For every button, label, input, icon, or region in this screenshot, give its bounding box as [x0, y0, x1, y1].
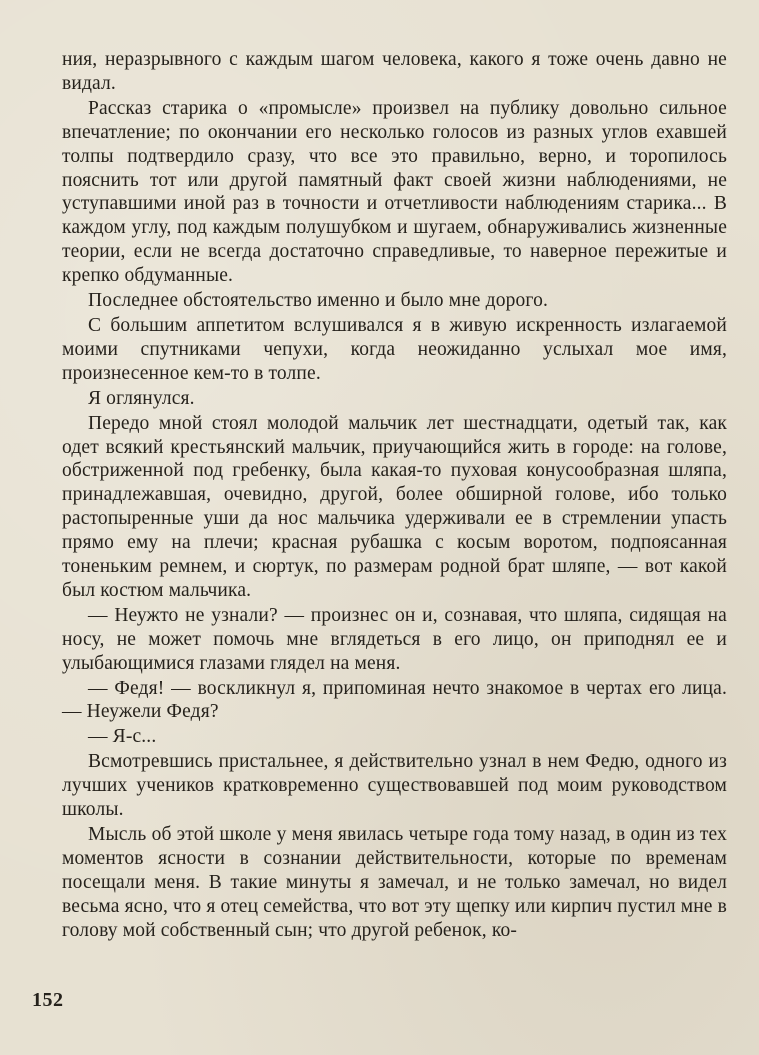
paragraph-8: — Федя! — воскликнул я, припоминая нечто знакомое в чертах его лица. — Неужели Федя?: [62, 677, 727, 723]
paragraph-5: Я оглянулся.: [88, 387, 195, 409]
paragraph-2: Рассказ старика о «промысле» произвел на публику довольно сильное впечатление; по окончании его несколько голосов из разных углов ехавшей толпы подтвердило сразу, что все это правильно, верно, и торопилось пояснить тот или другой памятный факт своей жизни наблюдениями, не уступавшими иной раз в точности и отчетливости наблюдениям старика... В каждом углу, под каждым полушубком и шугаем, обнаруживались жизненные теории, если не всегда достаточно справедливые, то наверное пережитые и крепко обдуманные.: [62, 97, 727, 287]
paragraph-10: Всмотревшись пристальнее, я действительно узнал в нем Федю, одного из лучших учеников кратковременно существовавшей под моим руководством школы.: [62, 751, 727, 821]
page-number: 152: [32, 989, 64, 1011]
paragraph-4: С большим аппетитом вслушивался я в живую искренность излагаемой моими спутниками чепухи, когда неожиданно услыхал мое имя, произнесенное кем-то в толпе.: [62, 314, 727, 384]
paragraph-11: Мысль об этой школе у меня явилась четыре года тому назад, в один из тех моментов ясности в сознании действительности, которые по временам посещали меня. В такие минуты я замечал, и не только замечал, но видел весьма ясно, что я отец семейства, что вот эту щепку или кирпич пустил мне в голову мой собственный сын; что другой ребенок, ко-: [62, 824, 727, 941]
paragraph-7: — Неужто не узнали? — произнес он и, сознавая, что шляпа, сидящая на носу, не может помочь мне вглядеться в его лицо, он приподнял ее и улыбающимися глазами глядел на меня.: [62, 604, 727, 674]
paragraph-6: Передо мной стоял молодой мальчик лет шестнадцати, одетый так, как одет всякий крестьянский мальчик, приучающийся жить в городе: на голове, обстриженной под гребенку, была какая-то пуховая конусообразная шляпа, принадлежавшая, очевидно, другой, более обширной голове, ибо только растопыренные уши да нос мальчика удерживали ее в стремлении упасть прямо ему на плечи; красная рубашка с косым воротом, подпоясанная тоненьким ремнем, и сюртук, по размерам родной брат шляпе, — вот какой был костюм мальчика.: [62, 412, 727, 601]
paragraph-9: — Я-с...: [88, 726, 157, 748]
page-text: [62, 48, 727, 943]
paragraph-3: Последнее обстоятельство именно и было мне дорого.: [88, 290, 548, 312]
paragraph-1: ния, неразрывного с каждым шагом человека, какого я тоже очень давно не видал.: [62, 49, 727, 94]
